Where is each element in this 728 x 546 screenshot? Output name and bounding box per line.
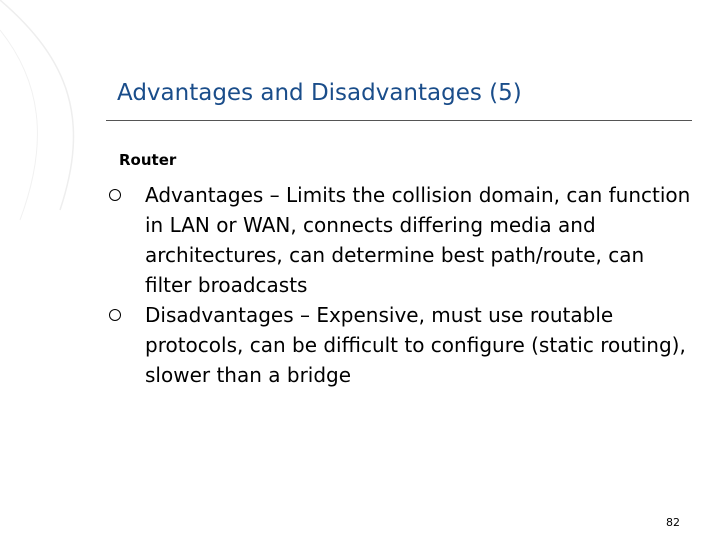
bullet-text: Disadvantages – Expensive, must use routable protocols, can be difficult to configure (static routing), slower than a bridge [145, 303, 686, 387]
hollow-circle-icon [109, 189, 121, 201]
bullet-text: Advantages – Limits the collision domain, can function in LAN or WAN, connects differing media and architectures, can determine best path/route, can filter broadcasts [145, 183, 691, 297]
title-divider [106, 120, 692, 121]
bullet-item-advantages [106, 180, 696, 300]
page-number: 82 [666, 516, 680, 529]
bullet-item-disadvantages [106, 300, 696, 390]
decorative-arc [0, 30, 37, 220]
slide-title: Advantages and Disadvantages (5) [117, 80, 522, 106]
hollow-circle-icon [109, 309, 121, 321]
section-label: Router [119, 151, 177, 169]
bullet-list [106, 180, 696, 390]
decorative-arc [0, 0, 74, 210]
